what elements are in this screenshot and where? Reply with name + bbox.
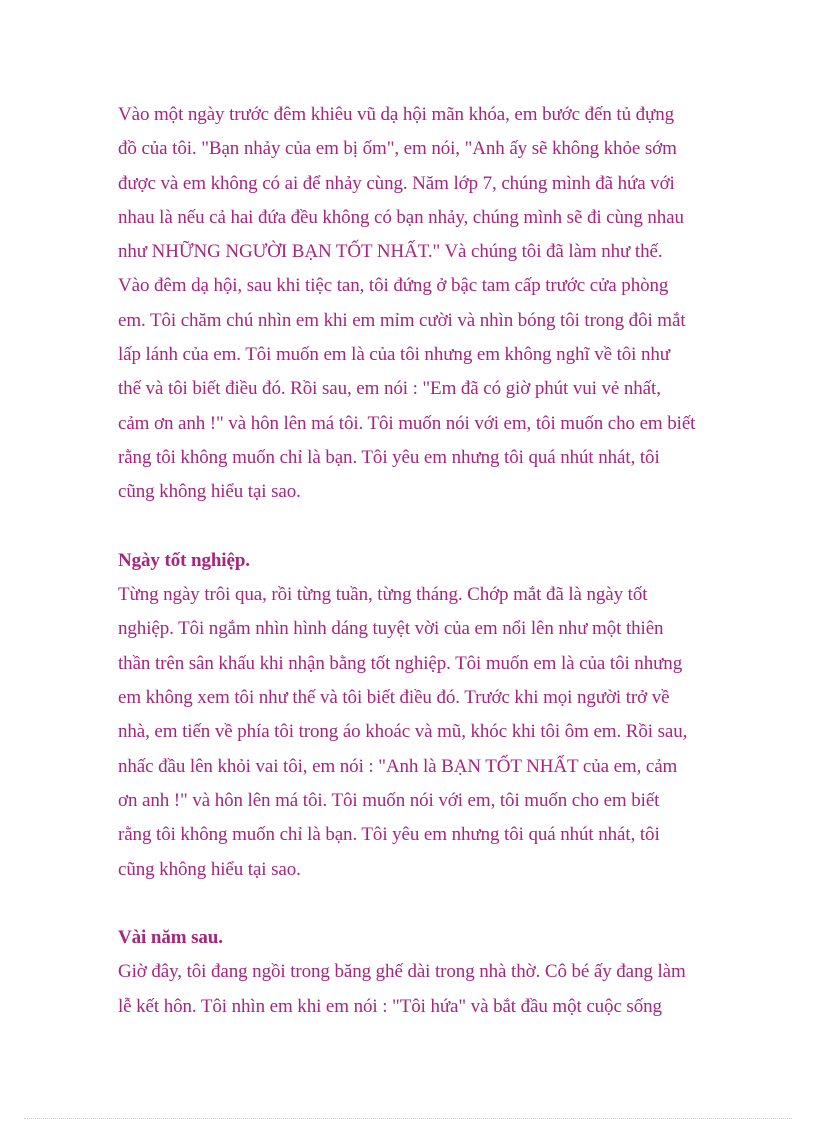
text-line: Vào đêm dạ hội, sau khi tiệc tan, tôi đứng ở bậc tam cấp trước cửa phòng [118, 275, 669, 297]
page-bottom-divider [24, 1118, 792, 1119]
text-line: thế và tôi biết điều đó. Rồi sau, em nói : "Em đã có giờ phút vui vẻ nhất, [118, 378, 661, 400]
paragraph-graduation [118, 578, 708, 887]
paragraph-spacer [118, 887, 708, 921]
text-line: nhà, em tiến về phía tôi trong áo khoác và mũ, khóc khi tôi ôm em. Rồi sau, [118, 721, 688, 743]
document-body [118, 98, 708, 1024]
text-line: được và em không có ai để nhảy cùng. Năm lớp 7, chúng mình đã hứa với [118, 172, 675, 194]
text-line: Giờ đây, tôi đang ngồi trong băng ghế dài trong nhà thờ. Cô bé ấy đang làm [118, 961, 686, 983]
text-line: cảm ơn anh !" và hôn lên má tôi. Tôi muốn nói với em, tôi muốn cho em biết [118, 412, 696, 434]
text-line: đồ của tôi. "Bạn nhảy của em bị ốm", em nói, "Anh ấy sẽ không khỏe sớm [118, 138, 677, 160]
text-line: lễ kết hôn. Tôi nhìn em khi em nói : "Tôi hứa" và bắt đầu một cuộc sống [118, 995, 662, 1017]
text-line: nhấc đầu lên khỏi vai tôi, em nói : "Anh là BẠN TỐT NHẤT của em, cảm [118, 755, 678, 777]
paragraph-years-later [118, 955, 708, 1024]
text-line: Từng ngày trôi qua, rồi từng tuần, từng tháng. Chớp mắt đã là ngày tốt [118, 584, 648, 606]
text-line: rằng tôi không muốn chỉ là bạn. Tôi yêu em nhưng tôi quá nhút nhát, tôi [118, 446, 660, 468]
section-heading-graduation: Ngày tốt nghiệp. [118, 549, 250, 571]
text-line: em. Tôi chăm chú nhìn em khi em mỉm cười và nhìn bóng tôi trong đôi mắt [118, 309, 686, 331]
text-line: Vào một ngày trước đêm khiêu vũ dạ hội mãn khóa, em bước đến tủ đựng [118, 104, 675, 125]
paragraph-prom-night [118, 98, 708, 510]
section-heading-years-later: Vài năm sau. [118, 927, 223, 949]
text-line: cũng không hiểu tại sao. [118, 858, 301, 880]
paragraph-spacer [118, 510, 708, 544]
text-line: em không xem tôi như thế và tôi biết điều đó. Trước khi mọi người trở về [118, 687, 670, 709]
text-line: ơn anh !" và hôn lên má tôi. Tôi muốn nói với em, tôi muốn cho em biết [118, 789, 660, 811]
text-line: nghiệp. Tôi ngắm nhìn hình dáng tuyệt vời của em nổi lên như một thiên [118, 618, 664, 640]
text-line: như NHỮNG NGƯỜI BẠN TỐT NHẤT." Và chúng tôi đã làm như thế. [118, 241, 663, 263]
text-line: thần trên sân khấu khi nhận bằng tốt nghiệp. Tôi muốn em là của tôi nhưng [118, 652, 683, 674]
text-line: cũng không hiểu tại sao. [118, 481, 301, 503]
text-line: nhau là nếu cả hai đứa đều không có bạn nhảy, chúng mình sẽ đi cùng nhau [118, 206, 684, 228]
text-line: rằng tôi không muốn chỉ là bạn. Tôi yêu em nhưng tôi quá nhút nhát, tôi [118, 824, 660, 846]
text-line: lấp lánh của em. Tôi muốn em là của tôi nhưng em không nghĩ về tôi như [118, 344, 670, 366]
